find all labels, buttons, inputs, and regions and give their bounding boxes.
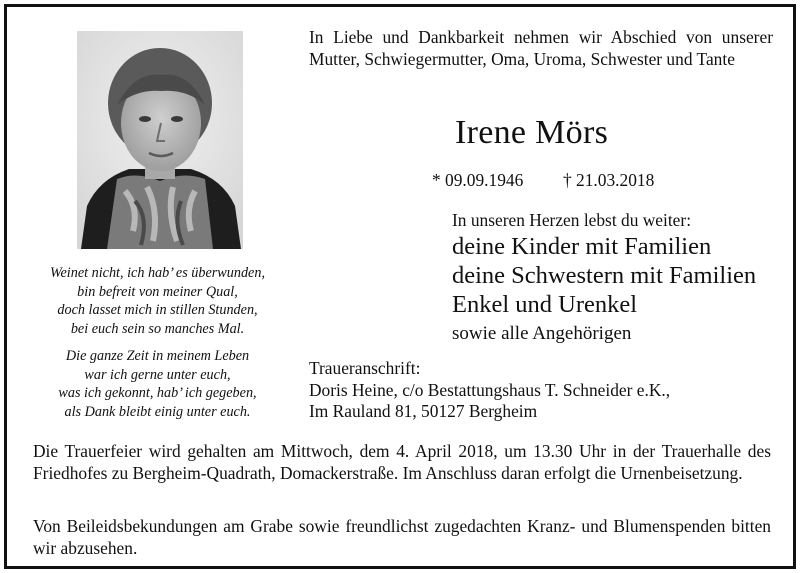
mourner-entry: deine Schwestern mit Familien xyxy=(452,262,757,289)
portrait-photo xyxy=(77,31,243,249)
poem-line: als Dank bleibt einig unter euch. xyxy=(64,403,251,420)
poem-line: war ich gerne unter euch, xyxy=(84,366,231,383)
poem-stanza-2 xyxy=(25,347,290,421)
mourner-entry: Enkel und Urenkel xyxy=(452,291,638,318)
poem-line: Weinet nicht, ich hab’ es überwunden, xyxy=(49,265,265,281)
poem-line: Die ganze Zeit in meinem Leben xyxy=(65,348,250,364)
ceremony-details: Die Trauerfeier wird gehalten am Mittwoch, dem 4. April 2018, um 13.30 Uhr in der Trauerhalle des Friedhofes zu Bergheim-Quadrath, Domackerstraße. Im Anschluss daran erfolgt die Urnenbeisetzung. xyxy=(33,441,771,483)
address-label: Traueranschrift: xyxy=(309,358,421,378)
poem-stanza-1 xyxy=(25,264,290,338)
other-relatives: sowie alle Angehörigen xyxy=(452,323,632,344)
birth-date: * 09.09.1946 xyxy=(432,170,524,190)
condolence-request: Von Beileidsbekundungen am Grabe sowie freundlichst zugedachten Kranz- und Blumenspenden bitten wir abzusehen. xyxy=(33,516,771,558)
obituary-notice xyxy=(4,4,796,569)
poem-line: doch lasset mich in stillen Stunden, xyxy=(57,302,258,318)
mourning-address xyxy=(309,358,670,423)
death-date: † 21.03.2018 xyxy=(563,170,655,190)
poem-line: bin befreit von meiner Qual, xyxy=(77,283,238,300)
mourner-entry: deine Kinder mit Familien xyxy=(452,233,712,260)
address-line: Im Rauland 81, 50127 Bergheim xyxy=(309,401,538,421)
poem-line: was ich gekonnt, hab’ ich gegeben, xyxy=(58,385,257,401)
deceased-name: Irene Mörs xyxy=(455,114,609,151)
intro-text: In Liebe und Dankbarkeit nehmen wir Abschied von unserer Mutter, Schwiegermutter, Oma, Uroma, Schwester und Tante xyxy=(309,27,773,69)
address-line: Doris Heine, c/o Bestattungshaus T. Schneider e.K., xyxy=(309,379,671,400)
mourners-list xyxy=(452,232,756,319)
portrait-photo-icon xyxy=(77,31,243,249)
poem-line: bei euch sein so manches Mal. xyxy=(70,320,245,337)
mourners-heading: In unseren Herzen lebst du weiter: xyxy=(452,210,692,230)
